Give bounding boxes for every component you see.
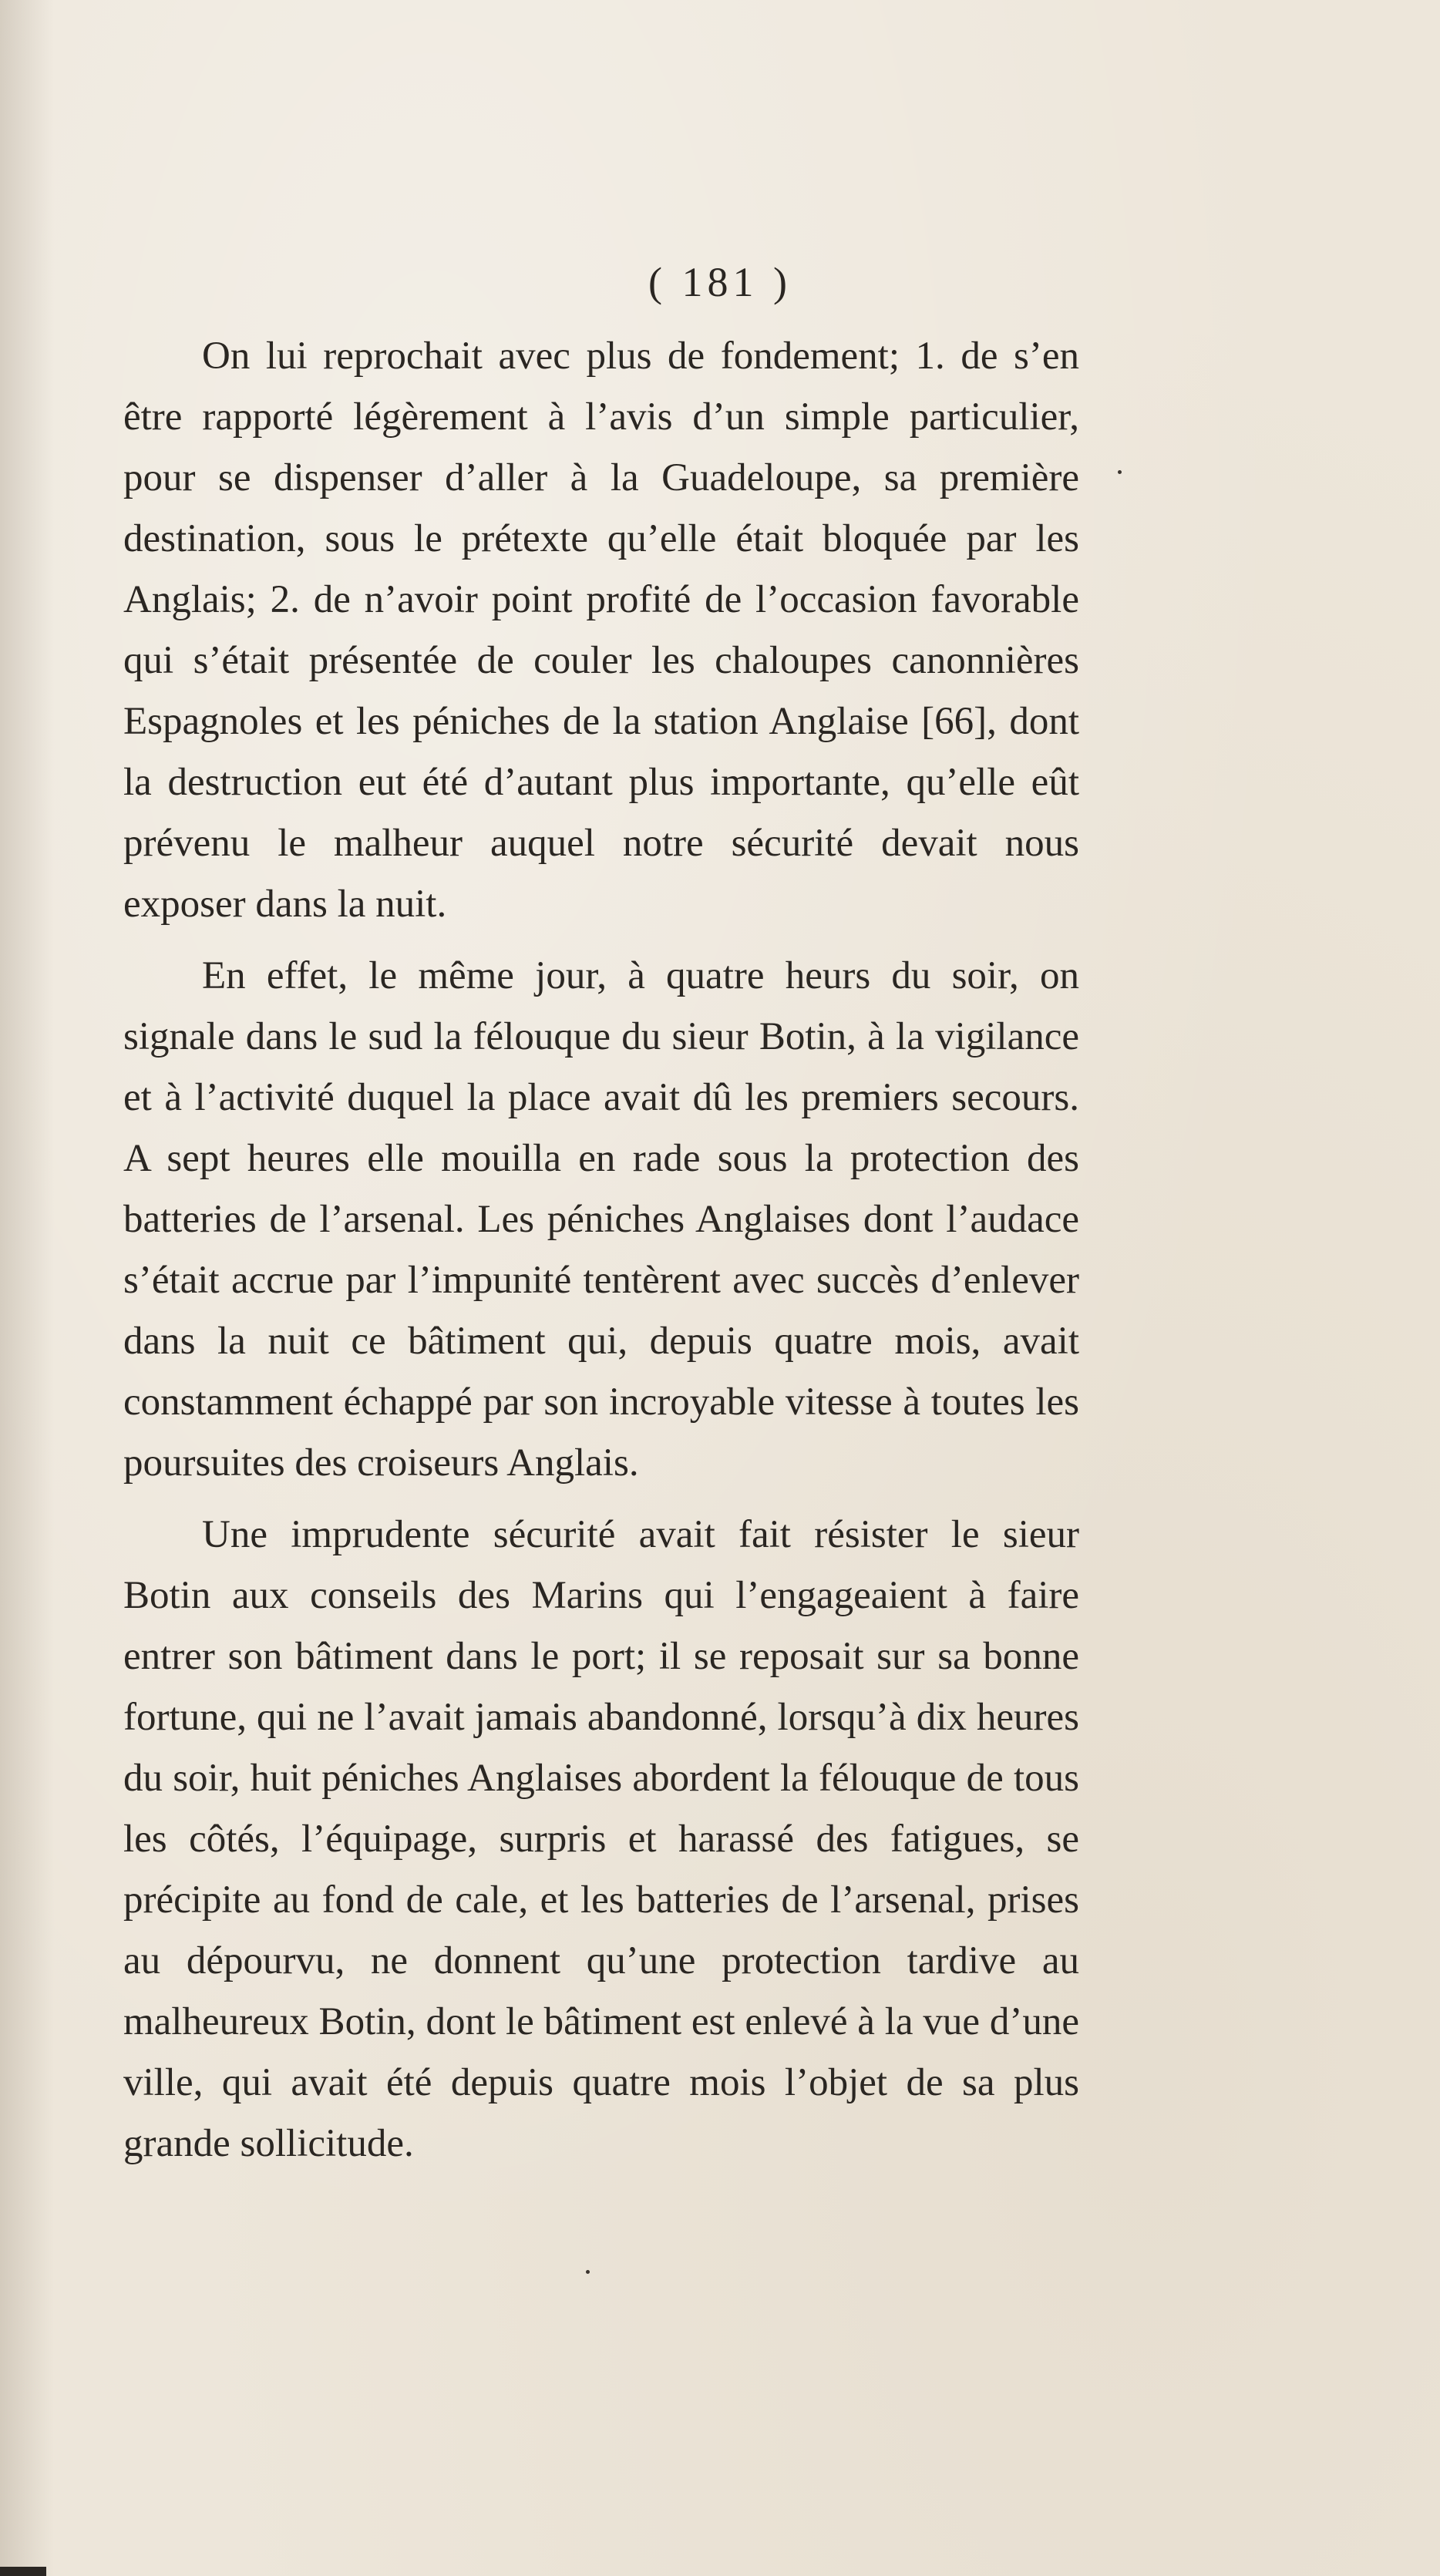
binding-shadow <box>0 0 54 2576</box>
paragraph-2: En effet, le même jour, à quatre heurs du soir, on signale dans le sud la félouque du sieur Botin, à la vigilance et à l’activité duquel la place avait dû les premiers secours. A sept heures elle mouilla en rade sous la protection des batteries de l’arsenal. Les péniches Anglaises dont l’audace s’était accrue par l’impunité tentèrent avec succès d’enlever dans la nuit ce bâtiment qui, depuis quatre mois, avait constamment échappé par son incroyable vitesse à toutes les poursuites des croiseurs Anglais. <box>123 954 1079 1485</box>
scan-edge-mark <box>0 2567 46 2576</box>
paragraph-1: On lui reprochait avec plus de fondement; 1. de s’en être rapporté légèrement à l’avis d’un simple particulier, pour se dispenser d’aller à la Guadeloupe, sa première destination, sous le prétexte qu’elle était bloquée par les Anglais; 2. de n’avoir point profité de l’occasion favorable qui s’était présentée de couler les chaloupes canonnières Espagnoles et les péniches de la station Anglaise [66], dont la destruction eut été d’autant plus importante, qu’elle eût prévenu le malheur auquel notre sécurité devait nous exposer dans la nuit. <box>123 335 1079 926</box>
paragraph-3: Une imprudente sécurité avait fait résister le sieur Botin aux conseils des Marins qui l’engageaient à faire entrer son bâtiment dans le port; il se reposait sur sa bonne fortune, qui ne l’avait jamais abandonné, lorsqu’à dix heures du soir, huit péniches Anglaises abordent la félouque de tous les côtés, l’équipage, surpris et harassé des fatigues, se précipite au fond de cale, et les batteries de l’arsenal, prises au dépourvu, ne donnent qu’une protection tardive au malheureux Botin, dont le bâtiment est enlevé à la vue d’une ville, qui avait été depuis quatre mois l’objet de sa plus grande sollicitude. <box>123 1513 1079 2165</box>
page-body <box>123 326 1079 2185</box>
page-number: ( 181 ) <box>648 259 792 305</box>
ink-speck <box>1118 470 1122 474</box>
ink-speck <box>586 2270 590 2274</box>
